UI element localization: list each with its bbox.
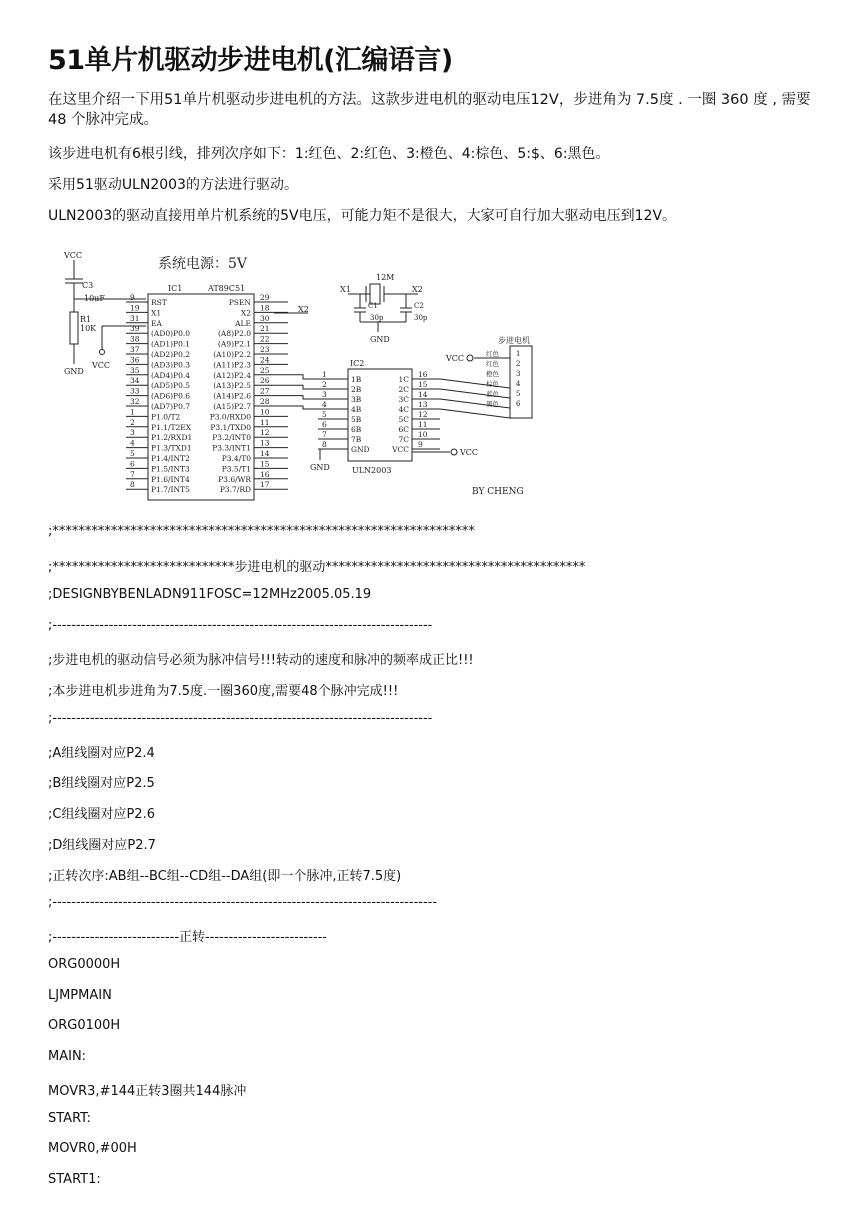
code-line: ;****************************步进电机的驱动**************************************** — [48, 560, 586, 575]
pin-number: 19 — [130, 303, 140, 313]
pin-name: 3B — [351, 395, 362, 404]
code-line: ;DESIGNBYBENLADN911FOSC=12MHz2005.05.19 — [48, 587, 372, 602]
crystal-gnd-label: GND — [370, 335, 390, 344]
motor-wire-color: 红色 — [486, 350, 499, 358]
pin-number: 21 — [260, 324, 270, 334]
code-line: ;***************************************************************** — [48, 524, 475, 539]
pin-name: P3.6/WR — [218, 474, 251, 484]
pin-name: P1.1/T2EX — [151, 422, 192, 432]
pin-number: 31 — [130, 313, 140, 323]
driver-paragraph: 采用51驱动ULN2003的方法进行驱动。 — [48, 177, 298, 193]
ic2-vcc-label: VCC — [460, 448, 479, 457]
pin-number: 28 — [260, 397, 270, 406]
pin-name: 6C — [398, 425, 409, 434]
code-line: ;C组线圈对应P2.6 — [48, 807, 155, 822]
pin-name: P1.2/RXD1 — [151, 433, 193, 443]
code-line: ORG0100H — [48, 1018, 121, 1033]
pin-name: (A12)P2.4 — [213, 370, 251, 380]
pin-number: 14 — [418, 390, 428, 399]
pin-name: P3.1/TXD0 — [210, 422, 251, 432]
pin-number: 16 — [260, 469, 270, 479]
pin-number: 5 — [130, 449, 135, 458]
pin-number: 10 — [260, 407, 270, 417]
pin-number: 12 — [260, 428, 270, 438]
author-label: BY CHENG — [472, 487, 524, 497]
code-line: START1: — [48, 1172, 101, 1187]
code-line: START: — [48, 1111, 92, 1126]
pin-number: 33 — [130, 386, 140, 396]
pin-number: 14 — [260, 449, 270, 458]
code-line: ;--------------------------------------------------------------------------------- — [48, 618, 433, 633]
pin-number: 38 — [130, 334, 140, 344]
pin-name: P3.7/RD — [219, 485, 251, 495]
pin-number: 36 — [130, 355, 140, 365]
code-line: ORG0000H — [48, 957, 121, 972]
pin-number: 32 — [130, 397, 140, 406]
pin-name: RST — [151, 298, 167, 307]
x1-label: X1 — [340, 285, 351, 294]
pin-name: 2B — [351, 385, 362, 394]
motor-pin-number: 2 — [516, 360, 521, 368]
pin-name: P1.5/INT3 — [151, 464, 190, 474]
pin-number: 35 — [130, 365, 140, 375]
pin-name: P1.6/INT4 — [151, 474, 190, 484]
wire — [440, 379, 510, 388]
pin-name: EA — [151, 318, 162, 328]
pin-name: VCC — [392, 445, 409, 454]
pin-name: 7B — [351, 435, 362, 444]
code-line: ;B组线圈对应P2.5 — [48, 776, 155, 791]
pin-name: X1 — [151, 308, 162, 318]
pin-name: (AD0)P0.0 — [151, 329, 191, 339]
pin-number: 6 — [322, 420, 327, 429]
pin-number: 24 — [260, 355, 270, 365]
pin-name: 6B — [351, 425, 362, 434]
pin-name: 4B — [351, 405, 362, 414]
pin-number: 3 — [130, 428, 135, 438]
pin-name: (A8)P2.0 — [217, 329, 251, 339]
pin-name: P1.7/INT5 — [151, 485, 190, 495]
code-line: ;本步进电机步进角为7.5度.一圈360度,需要48个脉冲完成!!! — [48, 684, 399, 699]
wire — [440, 409, 510, 418]
pin-number: 5 — [322, 410, 327, 419]
voltage-paragraph: ULN2003的驱动直接用单片机系统的5V电压，可能力矩不是很大，大家可自行加大驱动电压到12V。 — [48, 208, 677, 224]
wire-order-paragraph: 该步进电机有6根引线，排列次序如下：1:红色、2:红色、3:橙色、4:棕色、5:$、6:黑色。 — [48, 146, 610, 162]
ic2-label: IC2 — [350, 359, 365, 368]
pin-name: (AD2)P0.2 — [151, 350, 191, 359]
motor-wire-color: 棕色 — [486, 380, 499, 388]
intro-paragraph: 在这里介绍一下用51单片机驱动步进电机的方法。这款步进电机的驱动电压12V，步进角为 7.5度 . 一圈 360 度 , 需要 48 个脉冲完成。 — [48, 92, 811, 128]
code-line: MAIN: — [48, 1049, 87, 1064]
pin-number: 23 — [260, 345, 270, 354]
pin-name: 1B — [351, 375, 362, 384]
gnd-label: GND — [64, 367, 84, 376]
code-line: ;--------------------------------------------------------------------------------- — [48, 711, 433, 726]
pin-number: 11 — [260, 417, 270, 427]
pin-number: 11 — [418, 420, 428, 429]
pin-number: 9 — [418, 440, 423, 449]
pin-number: 30 — [260, 313, 270, 323]
pin-number: 4 — [322, 400, 327, 409]
code-line: LJMPMAIN — [48, 988, 112, 1003]
c1-value: 30p — [370, 314, 384, 322]
motor-vcc-label: VCC — [446, 354, 465, 363]
pin-number: 15 — [418, 380, 428, 389]
pin-name: P3.2/INT0 — [212, 433, 251, 443]
pin-number: 2 — [130, 417, 135, 427]
pin-name: X2 — [240, 308, 251, 318]
pin-name: (A15)P2.7 — [213, 402, 251, 411]
pin-name: (A10)P2.2 — [213, 350, 251, 359]
motor-wire-color: 橙色 — [486, 370, 499, 378]
pin-name: 3C — [398, 395, 409, 404]
c2-label: C2 — [414, 302, 424, 310]
wire — [288, 406, 318, 409]
pin-number: 13 — [418, 400, 428, 409]
pin-name: P3.5/T1 — [221, 464, 251, 474]
pin-number: 2 — [322, 380, 327, 389]
page-title: 51单片机驱动步进电机(汇编语言) — [48, 45, 453, 76]
ic1-label: IC1 — [168, 284, 183, 293]
pin-number: 37 — [130, 345, 140, 354]
wire — [288, 375, 318, 379]
pin-number: 3 — [322, 390, 327, 399]
pin-number: 8 — [130, 480, 135, 490]
pin-name: 1C — [398, 375, 409, 384]
ea-vcc-label: VCC — [92, 361, 111, 370]
code-line: ;正转次序:AB组--BC组--CD组--DA组(即一个脉冲,正转7.5度) — [48, 869, 402, 884]
pin-number: 17 — [260, 480, 270, 490]
pin-name: (AD1)P0.1 — [151, 339, 191, 349]
pin-number: 8 — [322, 440, 327, 449]
pin-number: 29 — [260, 293, 270, 302]
pin-name: P3.4/T0 — [221, 454, 251, 463]
pin-name: ALE — [235, 318, 251, 328]
pin-name: (AD3)P0.3 — [151, 360, 191, 370]
wire — [440, 389, 510, 398]
c2-value: 30p — [414, 314, 428, 322]
pin-name: (AD5)P0.5 — [151, 381, 191, 391]
crystal-label: 12M — [376, 273, 395, 282]
ic2-part: ULN2003 — [352, 466, 392, 475]
motor-pin-number: 1 — [516, 350, 521, 358]
pin-name: P1.3/TXD1 — [151, 443, 192, 453]
wire — [288, 396, 318, 399]
pin-number: 12 — [418, 410, 428, 419]
x2-net-label: X2 — [298, 305, 309, 314]
x2-label: X2 — [412, 285, 423, 294]
ic2-gnd-label: GND — [310, 463, 330, 472]
motor-wire-color: 红色 — [486, 360, 499, 368]
pin-number: 7 — [322, 430, 327, 439]
pin-name: 2C — [398, 385, 409, 394]
pin-name: P1.4/INT2 — [151, 454, 190, 463]
pin-number: 27 — [260, 386, 270, 396]
pin-number: 4 — [130, 438, 135, 448]
pin-number: 16 — [418, 370, 428, 379]
pin-name: (A11)P2.3 — [213, 360, 251, 370]
code-line: MOVR0,#00H — [48, 1141, 137, 1156]
c1-label: C1 — [368, 302, 378, 310]
circuit-schematic — [58, 246, 542, 510]
pin-number: 18 — [260, 303, 270, 313]
code-line: ;A组线圈对应P2.4 — [48, 746, 155, 761]
pin-number: 1 — [322, 370, 327, 379]
motor-wire-color: 蓝色 — [486, 390, 499, 398]
motor-pin-number: 3 — [516, 370, 521, 378]
pin-name: GND — [351, 445, 370, 454]
c3-label: C3 — [82, 281, 94, 290]
wire — [288, 385, 318, 389]
pin-name: 7C — [398, 435, 409, 444]
ic1-part: AT89C51 — [208, 284, 246, 293]
pin-name: (AD7)P0.7 — [151, 402, 191, 411]
pin-name: P1.0/T2 — [151, 412, 181, 422]
pin-number: 15 — [260, 459, 270, 469]
pin-number: 25 — [260, 365, 270, 375]
pin-number: 10 — [418, 430, 428, 439]
pin-number: 26 — [260, 376, 270, 386]
code-line: ;D组线圈对应P2.7 — [48, 838, 156, 853]
code-line: MOVR3,#144正转3圈共144脉冲 — [48, 1084, 247, 1099]
pin-number: 34 — [130, 376, 140, 386]
r1-value: 10K — [80, 324, 97, 333]
pin-number: 39 — [130, 324, 140, 334]
motor-wire-color: 黑色 — [486, 400, 499, 408]
pin-name: 5C — [398, 415, 409, 424]
motor-pin-number: 4 — [516, 380, 521, 388]
pin-number: 13 — [260, 438, 270, 448]
supply-label: 系统电源：5V — [158, 256, 248, 272]
c3-value: 10uF — [84, 294, 105, 303]
motor-pin-number: 6 — [516, 400, 521, 408]
code-line: ;---------------------------正转-------------------------- — [48, 930, 327, 945]
pin-number: 1 — [130, 407, 135, 417]
r1-label: R1 — [80, 315, 92, 324]
pin-name: 4C — [398, 405, 409, 414]
wire — [440, 399, 510, 408]
pin-name: PSEN — [228, 298, 251, 307]
pin-name: P3.0/RXD0 — [209, 412, 251, 422]
code-line: ;---------------------------------------------------------------------------------- — [48, 895, 438, 910]
pin-name: (AD4)P0.4 — [151, 370, 191, 380]
pin-name: 5B — [351, 415, 362, 424]
pin-name: (A14)P2.6 — [213, 391, 251, 401]
pin-name: (A13)P2.5 — [213, 381, 251, 391]
vcc-label: VCC — [64, 251, 83, 260]
motor-label: 步进电机 — [498, 336, 530, 345]
code-line: ;步进电机的驱动信号必须为脉冲信号!!!转动的速度和脉冲的频率成正比!!! — [48, 653, 474, 668]
motor-pin-number: 5 — [516, 390, 521, 398]
pin-name: P3.3/INT1 — [212, 443, 251, 453]
pin-number: 6 — [130, 459, 135, 469]
pin-number: 22 — [260, 334, 270, 344]
pin-name: (A9)P2.1 — [217, 339, 251, 349]
pin-number: 9 — [130, 293, 135, 302]
pin-name: (AD6)P0.6 — [151, 391, 191, 401]
pin-number: 7 — [130, 469, 135, 479]
